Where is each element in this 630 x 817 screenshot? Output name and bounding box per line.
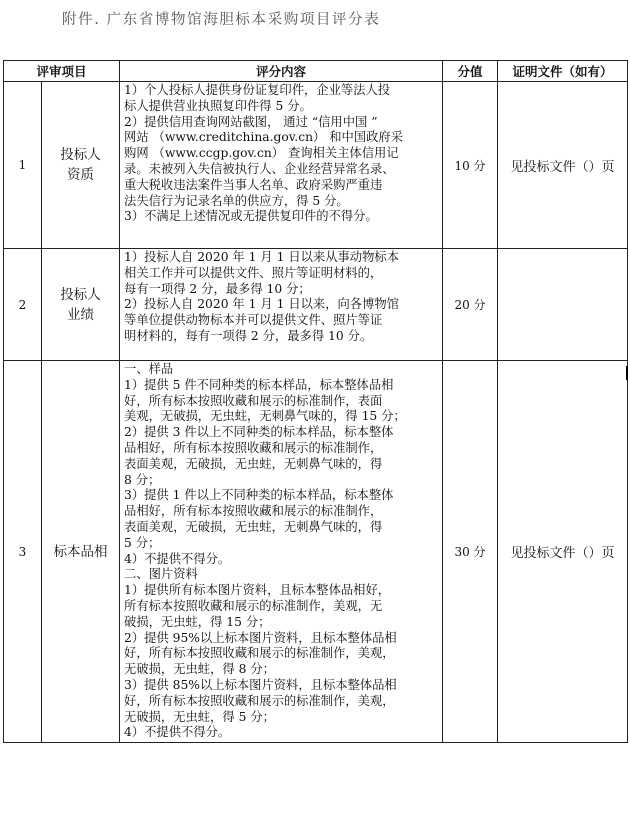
criteria-line: 4）不提供不得分。 (124, 551, 231, 566)
criteria-line: 4）不提供不得分。 (124, 725, 231, 740)
criteria-line: 等单位提供动物标本并可以提供文件、照片等证 (124, 313, 383, 328)
review-item-cell (42, 361, 120, 743)
criteria-line: 无破损，无虫蛀，得 5 分； (124, 709, 275, 724)
criteria-line: 标人提供营业执照复印件得 5 分。 (124, 98, 312, 113)
criteria-line: 1）投标人自 2020 年 1 月 1 日以来从事动物标本 (124, 250, 399, 264)
criteria-line: 明材料的，每有一项得 2 分，最多得 10 分。 (124, 328, 373, 343)
criteria-line: 品相好，所有标本按照收藏和展示的标准制作， (124, 440, 383, 455)
criteria-line: 好，所有标本按照收藏和展示的标准制作，美观， (124, 693, 395, 708)
row-number: 3 (4, 361, 42, 743)
score-content-cell (120, 361, 443, 743)
criteria-line: 1）个人投标人提供身份证复印件，企业等法人投 (124, 83, 391, 97)
review-item-label: 投标人 (60, 286, 101, 303)
header-proof-document: 证明文件（如有） (498, 61, 628, 82)
criteria-line: 无破损，无虫蛀，得 8 分； (124, 662, 275, 677)
criteria-line: 2）提供 95%以上标本图片资料，且标本整体品相 (124, 630, 397, 645)
criteria-line: 购网 （www.ccgp.gov.cn） 查询相关主体信用记 (124, 146, 399, 161)
text-cursor (626, 366, 628, 380)
criteria-line: 网站 （www.creditchina.gov.cn） 和中国政府采 (124, 130, 403, 145)
criteria-line: 8 分； (124, 472, 161, 487)
criteria-line: 一、样品 (124, 362, 174, 376)
row-number: 1 (4, 82, 42, 249)
score-value: 30 分 (443, 361, 498, 743)
table-row (4, 361, 628, 743)
header-review-item: 评审项目 (4, 61, 120, 82)
criteria-line: 1）提供 5 件不同种类的标本样品，标本整体品相 (124, 377, 394, 392)
criteria-line: 2）提供信用查询网站截图， 通过 “信用中国 ” (124, 114, 378, 129)
criteria-line: 3）不满足上述情况或无提供复印件的不得分。 (124, 209, 378, 224)
criteria-line: 5 分； (124, 535, 161, 550)
proof-document (498, 249, 628, 361)
proof-document: 见投标文件（）页 (498, 82, 628, 249)
criteria-line: 录。未被列入失信被执行人、企业经营异常名录、 (124, 161, 395, 176)
criteria-line: 法失信行为记录名单的供应方，得 5 分。 (124, 193, 349, 208)
criteria-line: 重大税收违法案件当事人名单、政府采购严重违 (124, 177, 383, 192)
score-content-cell (120, 82, 443, 249)
review-item-label: 业绩 (67, 306, 94, 323)
review-item-label: 标本品相 (53, 543, 108, 560)
criteria-line: 3）提供 85%以上标本图片资料，且标本整体品相 (124, 677, 397, 692)
criteria-line: 1）提供所有标本图片资料，且标本整体品相好， (124, 583, 391, 598)
criteria-line: 2）投标人自 2020 年 1 月 1 日以来，向各博物馆 (124, 297, 399, 312)
criteria-line: 好，所有标本按照收藏和展示的标准制作，表面 (124, 393, 383, 408)
review-item-cell (42, 249, 120, 361)
review-item-label: 资质 (67, 167, 94, 183)
review-item-label: 投标人 (60, 147, 101, 163)
criteria-line: 2）提供 3 件以上不同种类的标本样品，标本整体 (124, 425, 394, 440)
criteria-line: 美观，无破损，无虫蛀，无刺鼻气味的，得 15 分； (124, 409, 406, 424)
proof-document: 见投标文件（）页 (498, 361, 628, 743)
criteria-line: 所有标本按照收藏和展示的标准制作，美观，无 (124, 598, 383, 613)
document-title: 附件. 广东省博物馆海胆标本采购项目评分表 (62, 12, 381, 28)
criteria-line: 3）提供 1 件以上不同种类的标本样品，标本整体 (124, 488, 394, 503)
criteria-line: 每有一项得 2 分，最多得 10 分； (124, 281, 311, 296)
criteria-line: 好，所有标本按照收藏和展示的标准制作，美观， (124, 646, 395, 661)
criteria-line: 表面美观，无破损，无虫蛀，无刺鼻气味的，得 (124, 519, 383, 534)
header-score-content: 评分内容 (120, 61, 443, 82)
score-content-cell (120, 249, 443, 361)
review-item-cell (42, 82, 120, 249)
row-number: 2 (4, 249, 42, 361)
score-value: 20 分 (443, 249, 498, 361)
criteria-line: 破损，无虫蛀，得 15 分； (124, 614, 271, 629)
criteria-line: 品相好，所有标本按照收藏和展示的标准制作， (124, 504, 383, 519)
score-value: 10 分 (443, 82, 498, 249)
table-row (4, 82, 628, 249)
criteria-line: 表面美观，无破损，无虫蛀，无刺鼻气味的，得 (124, 456, 383, 471)
criteria-line: 相关工作并可以提供文件、照片等证明材料的， (124, 265, 383, 280)
table-row (4, 249, 628, 361)
criteria-line: 二、图片资料 (124, 567, 198, 582)
header-score-value: 分值 (443, 61, 498, 82)
scoring-table (3, 60, 628, 743)
table-header-row (4, 61, 628, 82)
